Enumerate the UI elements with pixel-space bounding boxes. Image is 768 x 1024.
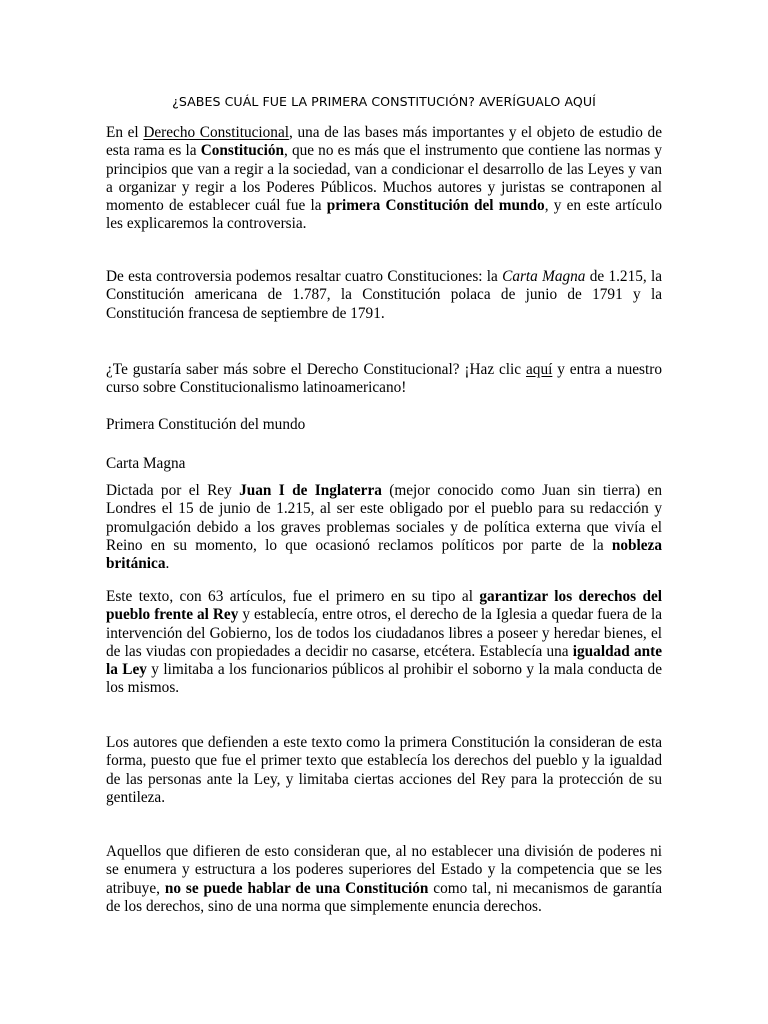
bold-text: primera Constitución del mundo [326,197,545,215]
paragraph-intro [106,124,662,234]
paragraph-text: ¿Te gustaría saber más sobre el Derecho Constitucional? ¡Haz clic [106,361,526,378]
paragraph-text: Este texto, con 63 artículos, fue el primero en su tipo al [106,588,480,605]
paragraph-text: , una de las bases más importantes y el objeto de estudio de esta rama es la [106,124,662,160]
paragraph-text: Los autores que defienden a este texto como la primera Constitución la consideran de esta forma, puesto que fue el primer texto que establecía los derechos del pueblo y la igualdad de las personas ante la Ley, y limitaba ciertas acciones del Rey para la protección de su gentileza. [106,734,662,806]
paragraph-text: como tal, ni mecanismos de garantía de los derechos, sino de una norma que simplemente enuncia derechos. [106,879,662,915]
bold-text: no se puede hablar de una Constitución [164,879,429,897]
paragraph-text: y limitaba a los funcionarios públicos al prohibir el soborno y la mala conducta de los mismos. [106,661,662,697]
paragraph-text: , y en este artículo les explicaremos la controversia. [106,197,663,233]
paragraph-controversy [106,268,662,323]
bold-text: garantizar los derechos del pueblo frente al Rey [106,588,663,624]
bold-text: igualdad ante la Ley [106,642,662,679]
paragraph-text: De esta controversia podemos resaltar cuatro Constituciones: la [106,268,503,285]
paragraph-text: . [165,555,170,573]
aqui-link[interactable]: aquí [526,361,553,378]
paragraph-text: , que no es más que el instrumento que contiene las normas y principios que van a regir a la sociedad, van a condicionar el desarrollo de las Leyes y van a organizar y regir a los Poderes Públicos. Muchos autores y juristas se contraponen al momento de establecer cuál fue la [106,142,662,215]
paragraph-course-promo [106,361,662,398]
bold-text: Juan I de Inglaterra [239,482,382,499]
paragraph-carta-magna-content [106,588,662,698]
document-title: ¿SABES CUÁL FUE LA PRIMERA CONSTITUCIÓN? AVERÍGUALO AQUÍ [172,94,596,109]
bold-text: nobleza británica [106,536,662,573]
paragraph-text: Aquellos que difieren de esto consideran que, al no establecer una división de poderes ni se enumera y estructura a los poderes superiores del Estado y la competencia que se les atribuye, [106,843,662,897]
section-heading-primera-constitucion: Primera Constitución del mundo [106,416,306,433]
bold-text: Constitución [200,142,284,160]
section-heading-carta-magna: Carta Magna [106,455,186,472]
paragraph-text: y entra a nuestro curso sobre Constitucionalismo latinoamericano! [106,361,662,397]
paragraph-defenders [106,734,662,807]
paragraph-carta-magna-origin [106,482,662,573]
paragraph-text: En el [106,124,144,141]
paragraph-critics [106,843,662,916]
paragraph-text: Dictada por el Rey [106,482,240,499]
derecho-constitucional-link[interactable]: Derecho Constitucional [143,124,289,141]
paragraph-text: y establecía, entre otros, el derecho de la Iglesia a quedar fuera de la intervención del Gobierno, los de todos los ciudadanos libres a poseer y heredar bienes, el de las viudas con propiedades a decidir no casarse, etcétera. Establecía una [106,606,662,660]
italic-text: Carta Magna [502,268,586,285]
paragraph-text: (mejor conocido como Juan sin tierra) en Londres el 15 de junio de 1.215, al ser este obligado por el pueblo para su redacción y promulgación debido a los graves problemas sociales y de política externa que vivía el Reino en su momento, lo que ocasionó reclamos políticos por parte de la [106,482,663,554]
paragraph-text: de 1.215, la Constitución americana de 1.787, la Constitución polaca de junio de 1791 y la Constitución francesa de septiembre de 1791. [106,268,663,322]
